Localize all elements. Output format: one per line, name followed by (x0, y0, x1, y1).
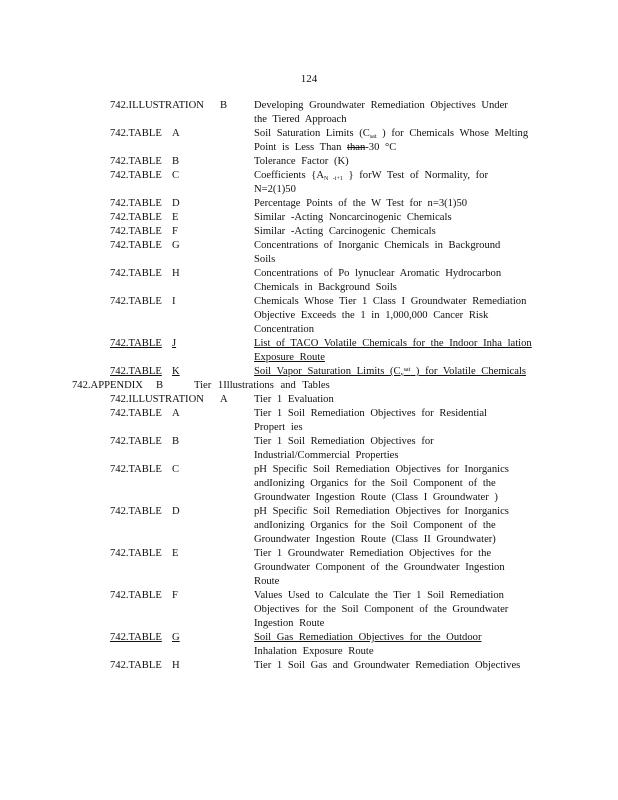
entry-code: 742.TABLE (110, 548, 162, 559)
description-line: Chemicals in Background Soils (254, 282, 397, 293)
description-line: N=2(1)50 (254, 184, 296, 195)
text-part: Coefficients {A (254, 170, 324, 181)
entry-letter: E (172, 548, 179, 559)
toc-entry (0, 547, 618, 589)
entry-description (254, 211, 536, 225)
toc-entry (0, 127, 618, 155)
toc-part-2 (0, 393, 618, 673)
toc-entry (0, 267, 618, 295)
subscript: v (400, 372, 404, 378)
entry-code: 742.TABLE (110, 436, 162, 447)
description-line: Tier 1 Soil Gas and Groundwater Remediation Objectives (254, 660, 521, 671)
entry-letter: G (172, 632, 180, 643)
description-line: andIonizing Organics for the Soil Component of the (254, 520, 496, 531)
entry-code: 742.TABLE (110, 296, 162, 307)
description-line: Tier 1 Evaluation (254, 394, 334, 405)
entry-code: 742.TABLE (110, 408, 162, 419)
description-line: Developing Groundwater Remediation Objectives Under (254, 100, 508, 111)
toc-entry (0, 365, 618, 379)
entry-letter: H (172, 268, 180, 279)
entry-letter: I (172, 296, 176, 307)
entry-description (254, 659, 536, 673)
toc-entry (0, 505, 618, 547)
toc-entry (0, 295, 618, 337)
entry-letter: E (172, 212, 179, 223)
description-line: Tolerance Factor (K) (254, 156, 349, 167)
entry-description (254, 155, 536, 169)
toc-entry (0, 239, 618, 267)
entry-code: 742.TABLE (110, 170, 162, 181)
entry-letter: F (172, 590, 178, 601)
description-line: Soils (254, 254, 276, 265)
entry-letter: J (172, 338, 177, 349)
entry-letter: B (220, 100, 228, 111)
toc-entry (0, 99, 618, 127)
table-of-contents (0, 99, 618, 673)
entry-letter: B (172, 436, 180, 447)
text-part: -30 °C (365, 142, 397, 153)
entry-letter: A (220, 394, 228, 405)
entry-letter: C (172, 464, 180, 475)
page-number: 124 (300, 73, 318, 85)
toc-entry (0, 407, 618, 435)
entry-description (254, 393, 536, 407)
entry-code: 742.TABLE (110, 506, 162, 517)
struck-text: than (347, 142, 366, 153)
toc-entry (0, 435, 618, 463)
appendix-title: Tier 1Illustrations and Tables (194, 380, 330, 391)
entry-code: 742.TABLE (110, 198, 162, 209)
description-line: Similar -Acting Noncarcinogenic Chemicals (254, 212, 452, 223)
entry-code: 742.TABLE (110, 128, 162, 139)
description-line (254, 169, 536, 183)
description-line: Values Used to Calculate the Tier 1 Soil Remediation (254, 590, 504, 601)
entry-letter: B (172, 156, 180, 167)
entry-letter: G (172, 240, 180, 251)
entry-description (254, 295, 536, 337)
toc-entry (0, 337, 618, 365)
appendix-code: 742.APPENDIX (72, 380, 143, 391)
toc-entry (0, 197, 618, 211)
entry-description (254, 631, 536, 659)
text-part: ) for Volatile Chemicals (410, 366, 527, 377)
description-line: Groundwater Ingestion Route (Class I Groundwater ) (254, 492, 498, 503)
entry-description (254, 505, 536, 547)
toc-entry (0, 631, 618, 659)
toc-entry (0, 463, 618, 505)
subscript: N -i+1 (323, 176, 343, 182)
entry-description (254, 463, 536, 505)
description-line: Tier 1 Groundwater Remediation Objectives for the (254, 548, 492, 559)
description-line: Ingestion Route (254, 618, 325, 629)
entry-description (254, 127, 536, 155)
entry-code: 742.TABLE (110, 156, 162, 167)
text-part: } forW Test of Normality, for (342, 170, 488, 181)
description-line (254, 127, 536, 141)
entry-code: 742.TABLE (110, 590, 162, 601)
toc-entry (0, 169, 618, 197)
entry-description (254, 169, 536, 197)
description-line (254, 365, 536, 379)
description-line: Tier 1 Soil Remediation Objectives for (254, 436, 434, 447)
description-line: Route (254, 576, 280, 587)
entry-code: 742.TABLE (110, 226, 162, 237)
entry-letter: H (172, 660, 180, 671)
description-line: andIonizing Organics for the Soil Component of the (254, 478, 496, 489)
entry-letter: K (172, 366, 180, 377)
entry-letter: D (172, 198, 180, 209)
entry-letter: A (172, 128, 180, 139)
description-line: Soil Gas Remediation Objectives for the Outdoor (254, 632, 482, 643)
toc-entry (0, 393, 618, 407)
entry-description (254, 435, 536, 463)
entry-code: 742.TABLE (110, 660, 162, 671)
description-line: Exposure Route (254, 352, 325, 363)
description-line: the Tiered Approach (254, 114, 347, 125)
toc-entry (0, 211, 618, 225)
subscript: sat (369, 134, 377, 140)
entry-letter: F (172, 226, 178, 237)
entry-description (254, 589, 536, 631)
description-line: Objective Exceeds the 1 in 1,000,000 Cancer Risk (254, 310, 489, 321)
superscript: sat (403, 367, 411, 373)
description-line: Concentrations of Inorganic Chemicals in Background (254, 240, 501, 251)
entry-description (254, 547, 536, 589)
entry-description (254, 337, 536, 365)
toc-entry (0, 589, 618, 631)
entry-code: 742.TABLE (110, 632, 162, 643)
description-line (254, 141, 536, 155)
description-line: Groundwater Ingestion Route (Class II Groundwater) (254, 534, 496, 545)
appendix-letter: B (156, 380, 164, 391)
text-part: Soil Vapor Saturation Limits (C (254, 366, 401, 377)
description-line: Groundwater Component of the Groundwater Ingestion (254, 562, 505, 573)
toc-entry (0, 155, 618, 169)
description-line: pH Specific Soil Remediation Objectives for Inorganics (254, 506, 509, 517)
entry-code: 742.TABLE (110, 338, 162, 349)
description-line: Industrial/Commercial Properties (254, 450, 399, 461)
description-line: pH Specific Soil Remediation Objectives for Inorganics (254, 464, 509, 475)
entry-code: 742.TABLE (110, 464, 162, 475)
description-line: Similar -Acting Carcinogenic Chemicals (254, 226, 436, 237)
appendix-heading (0, 379, 618, 393)
entry-code: 742.TABLE (110, 366, 162, 377)
entry-description (254, 407, 536, 435)
entry-letter: D (172, 506, 180, 517)
entry-code: 742.ILLUSTRATION (110, 100, 204, 111)
description-line: Tier 1 Soil Remediation Objectives for Residential (254, 408, 487, 419)
description-line: Concentration (254, 324, 315, 335)
entry-description (254, 225, 536, 239)
text-part: ) for Chemicals Whose Melting (376, 128, 529, 139)
entry-description (254, 197, 536, 211)
description-line: Inhalation Exposure Route (254, 646, 374, 657)
description-line: Percentage Points of the W Test for n=3(1)50 (254, 198, 468, 209)
entry-code: 742.TABLE (110, 268, 162, 279)
entry-code: 742.TABLE (110, 212, 162, 223)
toc-entry (0, 659, 618, 673)
entry-description (254, 365, 536, 379)
entry-description (254, 99, 536, 127)
text-part: Point is Less Than (254, 142, 348, 153)
description-line: Objectives for the Soil Component of the Groundwater (254, 604, 509, 615)
description-line: Concentrations of Po lynuclear Aromatic Hydrocarbon (254, 268, 502, 279)
description-line: Propert ies (254, 422, 303, 433)
entry-description (254, 239, 536, 267)
text-part: Soil Saturation Limits (C (254, 128, 370, 139)
description-line: List of TACO Volatile Chemicals for the Indoor Inha lation (254, 338, 532, 349)
entry-code: 742.TABLE (110, 240, 162, 251)
entry-code: 742.ILLUSTRATION (110, 394, 204, 405)
toc-entry (0, 225, 618, 239)
description-line: Chemicals Whose Tier 1 Class I Groundwater Remediation (254, 296, 527, 307)
toc-part-1 (0, 99, 618, 379)
entry-letter: A (172, 408, 180, 419)
entry-description (254, 267, 536, 295)
entry-letter: C (172, 170, 180, 181)
